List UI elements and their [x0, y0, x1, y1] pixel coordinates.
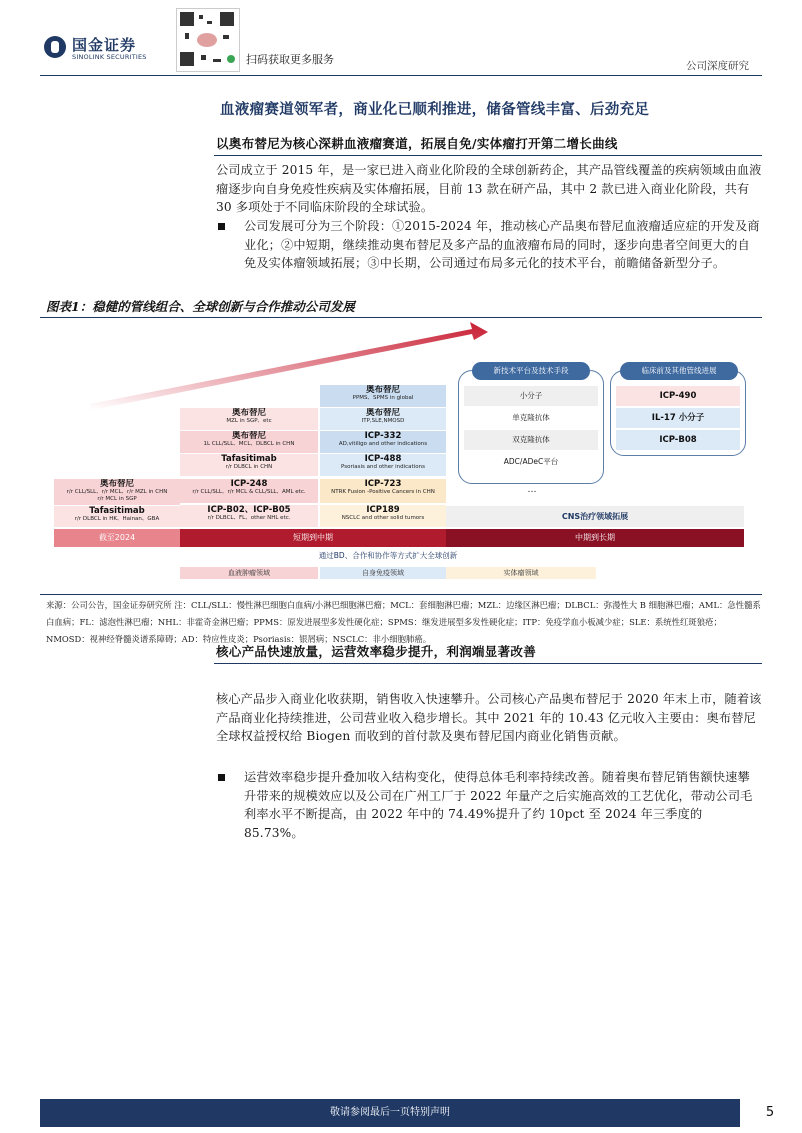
section1-paragraph: 公司成立于 2015 年，是一家已进入商业化阶段的全球创新药企，其产品管线覆盖的疾病领域由血液瘤逐步向自身免疫性疾病及实体瘤拓展，目前 13 款在研产品，其中 2 款已进入商业化阶段，共有 30 多项处于不同临床阶段的全球试验。: [216, 163, 762, 215]
drug-name: ICP-248: [230, 479, 268, 489]
drug-name: 奥布替尼: [99, 479, 134, 489]
drug-indication: PPMS、SPMS in global: [352, 395, 414, 401]
source-note: 来源：公司公告，国金证券研究所 注：CLL/SLL：慢性淋巴细胞白血病/小淋巴细胞淋巴瘤；MCL：套细胞淋巴瘤；MZL：边缘区淋巴瘤；DLBCL：弥漫性大 B 细胞淋巴瘤；AML：急性髓系白血病；FL：滤泡性淋巴瘤；NHL：非霍奇金淋巴瘤；PPMS：原发进展型多发性硬化症；SPMS：继发进展型多发性硬化症；ITP：免疫学血小板减少症；SLE：系统性红斑狼疮；NMOSD：视神经脊髓炎谱系障碍；AD：特应性皮炎；Psoriasis：银屑病；NSCLC：非小细胞肺癌。: [46, 600, 761, 644]
pipeline-card: [54, 506, 180, 527]
platform-item: ADC/ADeC平台: [503, 457, 559, 466]
pipeline-card: [320, 385, 446, 407]
pipeline-card: [54, 479, 180, 505]
drug-indication: ITP,SLE,NMOSD: [361, 418, 405, 424]
platform-ellipsis: …: [527, 485, 537, 495]
pipeline-card: [320, 479, 446, 503]
section1-bullet: 公司发展可分为三个阶段：①2015-2024 年，推动核心产品奥布替尼血液瘤适应症的开发及商业化；②中短期，继续推动奥布替尼及多产品的血液瘤布局的同时，逐步向患者空间更大的自免及实体瘤领域拓展；③中长期，公司通过布局多元化的技术平台，前瞻储备新型分子。: [244, 219, 760, 271]
bullet-square-icon: [218, 774, 225, 781]
drug-name: ICP-488: [364, 454, 402, 464]
footer-disclaimer[interactable]: 敬请参阅最后一页特别声明: [330, 1107, 450, 1118]
figure-bottom-rule: [40, 594, 762, 595]
pipeline-card: [180, 454, 318, 476]
main-heading: 血液瘤赛道领军者，商业化已顺利推进，储备管线丰富、后劲充足: [220, 102, 650, 118]
page-number: 5: [765, 1105, 775, 1120]
logo-text-en: SINOLINK SECURITIES: [72, 53, 147, 61]
platform-item: 单克隆抗体: [512, 413, 550, 422]
cns-expansion: CNS治疗领域拓展: [446, 506, 744, 527]
pipeline-card: [320, 431, 446, 453]
drug-indication: r/r CLL/SLL、r/r MCL、r/r MZL in CHN r/r MCL in SGP: [66, 489, 168, 502]
drug-name: 奥布替尼: [365, 385, 400, 395]
scan-qr-text: 扫码获取更多服务: [246, 53, 334, 66]
pipeline-card: [320, 505, 446, 527]
preclinical-item: ICP-490: [616, 386, 740, 406]
pipeline-card: [320, 408, 446, 430]
preclinical-item: IL-17 小分子: [616, 408, 740, 428]
header-divider: [40, 75, 762, 76]
drug-indication: 1L CLL/SLL、MCL、DLBCL in CHN: [203, 441, 295, 447]
company-logo-icon: [44, 36, 66, 58]
legend-solid-tumor: 实体瘤领域: [446, 567, 596, 579]
drug-indication: r/r DLBCL、FL、other NHL etc.: [207, 515, 291, 521]
bullet-square-icon: [218, 223, 225, 230]
drug-name: ICP-332: [364, 431, 402, 441]
drug-name: ICP189: [366, 505, 400, 515]
period-bar-2024: 截至2024: [54, 529, 180, 547]
drug-name: ICP-B02、ICP-B05: [207, 505, 291, 515]
platform-item: 双克隆抗体: [464, 430, 598, 450]
drug-indication: NSCLC and other solid tumors: [341, 515, 425, 521]
section1-underline: [214, 155, 762, 156]
drug-indication: MZL in SGP、etc: [226, 418, 272, 424]
drug-name: 奥布替尼: [231, 431, 266, 441]
legend-autoimmune: 自身免疫领域: [320, 567, 446, 579]
drug-indication: NTRK Fusion -Positive Cancers in CHN: [331, 489, 435, 495]
preclinical-title: 临床前及其他管线进展: [620, 362, 738, 380]
drug-indication: r/r DLBCL in HK、Hainan、GBA: [74, 516, 160, 522]
report-type: 公司深度研究: [686, 60, 749, 72]
logo-text-cn: 国金证券: [72, 36, 137, 54]
drug-name: ICP-723: [364, 479, 402, 489]
section2-bullet: 运营效率稳步提升叠加收入结构变化，使得总体毛利率持续改善。随着奥布替尼销售额快速攀升带来的规模效应以及公司在广州工厂于 2022 年量产之后实施高效的工艺优化，带动公司毛利率水平不断提高，由 2022 年中的 74.49%提升了约 10pct 至 2024 年三季度的 85.73%。: [244, 770, 753, 840]
drug-name: 奥布替尼: [365, 408, 400, 418]
drug-indication: r/r CLL/SLL、r/r MCL & CLL/SLL、AML etc.: [192, 489, 306, 495]
section2-paragraph: 核心产品步入商业化收获期，销售收入快速攀升。公司核心产品奥布替尼于 2020 年末上市，随着该产品商业化持续推进，公司营业收入稳步增长。其中 2021 年的 10.43 亿元收入主要由：奥布替尼全球权益授权给 Biogen 而收到的首付款及奥布替尼国内商业化销售贡献。: [216, 692, 762, 744]
preclinical-item: ICP-B08: [616, 430, 740, 450]
pipeline-card: [320, 454, 446, 476]
drug-indication: Psoriasis and other indications: [341, 464, 425, 470]
drug-indication: AD,vitiligo and other indications: [338, 441, 428, 447]
section1-heading: 以奥布替尼为核心深耕血液瘤赛道，拓展自免/实体瘤打开第二增长曲线: [216, 136, 618, 151]
period-bar-mid-long: 中期到长期: [446, 529, 744, 547]
qr-code-icon[interactable]: [176, 8, 240, 72]
pipeline-card: [180, 408, 318, 430]
section2-heading: 核心产品快速放量，运营效率稳步提升，利润端显著改善: [216, 644, 537, 659]
pipeline-card: [180, 431, 318, 453]
figure-top-rule: [40, 317, 762, 318]
pipeline-card: [180, 479, 318, 503]
section2-underline: [214, 663, 762, 664]
period-bar-short-mid: 短期到中期: [180, 529, 446, 547]
platform-item: 小分子: [464, 386, 598, 406]
pipeline-card: [180, 505, 318, 527]
cooperation-note: 通过BD、合作和协作等方式扩大全球创新: [318, 551, 458, 560]
figure-title: 图表1：稳健的管线组合、全球创新与合作推动公司发展: [46, 299, 355, 314]
drug-name: Tafasitimab: [221, 454, 277, 464]
drug-indication: r/r DLBCL in CHN: [225, 464, 273, 470]
drug-name: 奥布替尼: [231, 408, 266, 418]
tech-platform-title: 新技术平台及技术手段: [472, 362, 590, 380]
legend-hematology: 血液肿瘤领域: [180, 567, 318, 579]
drug-name: Tafasitimab: [89, 506, 145, 516]
